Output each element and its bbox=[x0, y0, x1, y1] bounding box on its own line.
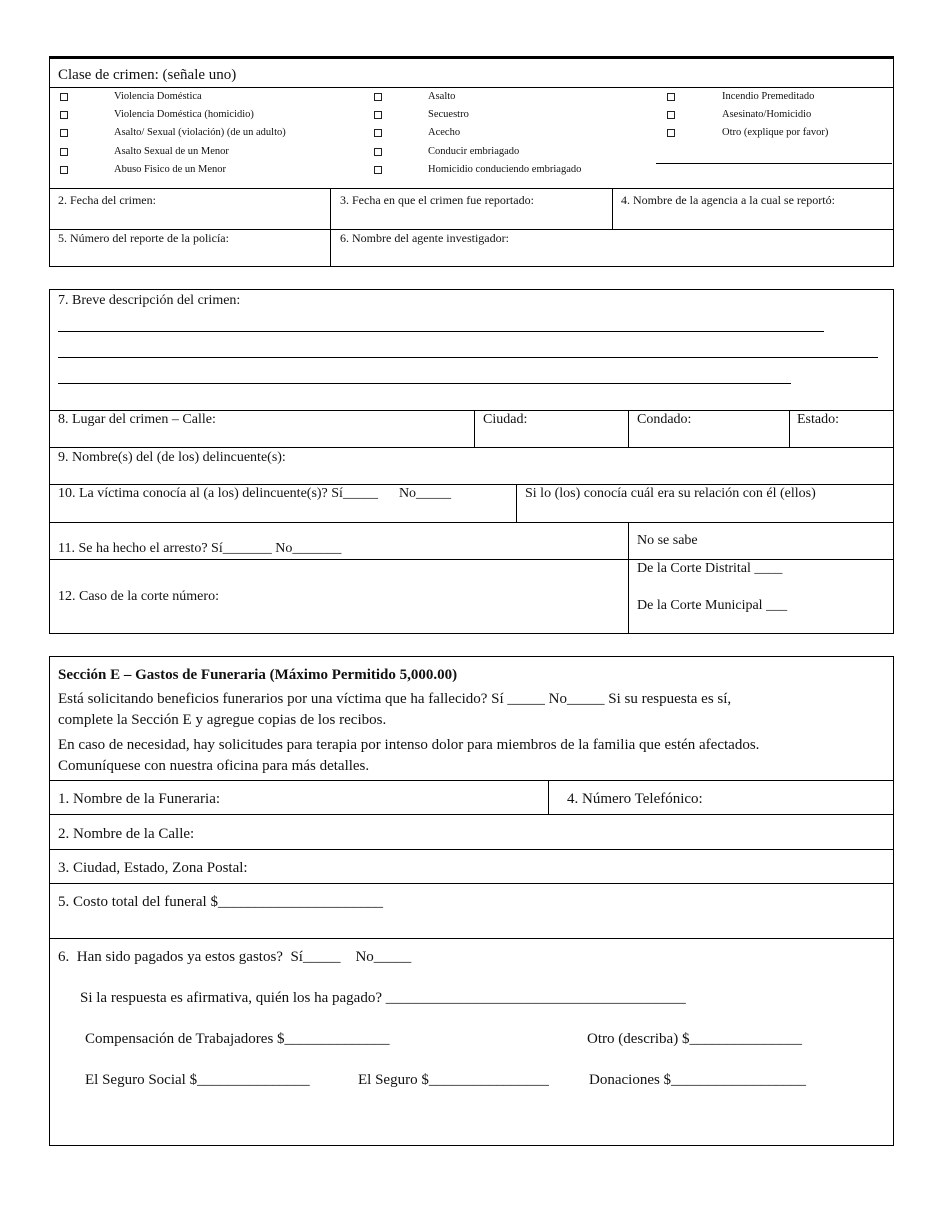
divider bbox=[49, 849, 894, 850]
divider bbox=[49, 484, 894, 485]
section-e-intro-2: complete la Sección E y agregue copias de los recibos. bbox=[58, 712, 387, 728]
location-street-label: 8. Lugar del crimen – Calle: bbox=[58, 412, 216, 427]
unknown-label: No se sabe bbox=[637, 533, 698, 548]
section-e-title bbox=[58, 667, 457, 684]
checkbox[interactable] bbox=[60, 111, 68, 119]
insurance-label: El Seguro $________________ bbox=[358, 1072, 549, 1088]
checkbox[interactable] bbox=[374, 93, 382, 101]
district-court-label: De la Corte Distrital ____ bbox=[637, 561, 783, 576]
social-security-label: El Seguro Social $_______________ bbox=[85, 1072, 310, 1088]
crime-type-title-rule bbox=[49, 87, 894, 88]
crime-option: Conducir embriagado bbox=[428, 146, 520, 157]
divider bbox=[628, 410, 629, 447]
city-label: Ciudad: bbox=[483, 412, 528, 427]
checkbox[interactable] bbox=[374, 129, 382, 137]
paid-label: 6. Han sido pagados ya estos gastos? Sí_____ No_____ bbox=[58, 949, 412, 965]
divider bbox=[49, 780, 894, 781]
divider bbox=[548, 780, 549, 814]
divider bbox=[49, 522, 894, 523]
crime-option: Abuso Fisico de un Menor bbox=[114, 164, 226, 175]
crime-option: Homicidio conduciendo embriagado bbox=[428, 164, 582, 175]
checkbox[interactable] bbox=[667, 111, 675, 119]
divider bbox=[49, 559, 894, 560]
state-label: Estado: bbox=[797, 412, 839, 427]
checkbox[interactable] bbox=[374, 111, 382, 119]
crime-date-label: 2. Fecha del crimen: bbox=[58, 193, 156, 207]
offenders-label: 9. Nombre(s) del (de los) delincuente(s): bbox=[58, 450, 286, 465]
donations-label: Donaciones $__________________ bbox=[589, 1072, 807, 1088]
paid-by-label: Si la respuesta es afirmativa, quién los ha pagado? ________________________________________ bbox=[80, 990, 686, 1006]
knew-offender-label: 10. La víctima conocía al (a los) delincuente(s)? Sí_____ No_____ bbox=[58, 486, 452, 501]
checkbox[interactable] bbox=[374, 166, 382, 174]
section-e-info-1: En caso de necesidad, hay solicitudes para terapia por intenso dolor para miembros de la familia que estén afectados. bbox=[58, 737, 760, 753]
city-state-zip-label: 3. Ciudad, Estado, Zona Postal: bbox=[58, 860, 248, 876]
crime-option: Secuestro bbox=[428, 109, 469, 120]
divider bbox=[474, 410, 475, 447]
checkbox[interactable] bbox=[374, 148, 382, 156]
description-line-2[interactable] bbox=[58, 357, 878, 358]
crime-option: Acecho bbox=[428, 127, 461, 138]
agent-label: 6. Nombre del agente investigador: bbox=[340, 231, 509, 245]
crime-option: Asalto bbox=[428, 91, 456, 102]
agency-label: 4. Nombre de la agencia a la cual se reportó: bbox=[621, 193, 835, 207]
divider bbox=[516, 484, 517, 522]
divider bbox=[49, 938, 894, 939]
divider bbox=[49, 814, 894, 815]
crime-option: Violencia Doméstica bbox=[114, 91, 202, 102]
funeral-home-label: 1. Nombre de la Funeraria: bbox=[58, 791, 221, 807]
relationship-label: Si lo (los) conocía cuál era su relación con él (ellos) bbox=[525, 486, 816, 501]
checkbox[interactable] bbox=[667, 93, 675, 101]
checkbox[interactable] bbox=[667, 129, 675, 137]
divider bbox=[49, 410, 894, 411]
workers-comp-label: Compensación de Trabajadores $______________ bbox=[85, 1031, 390, 1047]
checkbox[interactable] bbox=[60, 148, 68, 156]
crime-option: Violencia Doméstica (homicidio) bbox=[114, 109, 254, 120]
court-case-label: 12. Caso de la corte número: bbox=[58, 589, 219, 604]
total-cost-label: 5. Costo total del funeral $______________________ bbox=[58, 894, 383, 910]
description-label: 7. Breve descripción del crimen: bbox=[58, 293, 241, 308]
municipal-court-label: De la Corte Municipal ___ bbox=[637, 598, 788, 613]
arrest-label: 11. Se ha hecho el arresto? Sí_______ No_______ bbox=[58, 541, 342, 556]
section-e-title-text: Sección E – Gastos de Funeraria (Máximo Permitido 5,000.00) bbox=[58, 667, 458, 683]
other-label: Otro (describa) $_______________ bbox=[587, 1031, 802, 1047]
divider bbox=[49, 447, 894, 448]
crime-option: Otro (explique por favor) bbox=[722, 127, 829, 138]
checkbox[interactable] bbox=[60, 166, 68, 174]
police-report-label: 5. Número del reporte de la policía: bbox=[58, 231, 229, 245]
divider bbox=[628, 522, 629, 634]
crime-type-title: Clase de crimen: (señale uno) bbox=[58, 67, 237, 83]
divider bbox=[330, 188, 331, 267]
phone-label: 4. Número Telefónico: bbox=[567, 791, 703, 807]
crime-type-bottom-rule bbox=[49, 188, 894, 189]
reported-date-label: 3. Fecha en que el crimen fue reportado: bbox=[340, 193, 534, 207]
divider bbox=[49, 229, 894, 230]
crime-option: Incendio Premeditado bbox=[722, 91, 815, 102]
crime-option: Asalto/ Sexual (violación) (de un adulto) bbox=[114, 127, 286, 138]
other-explain-line[interactable] bbox=[656, 163, 892, 164]
crime-option: Asalto Sexual de un Menor bbox=[114, 146, 229, 157]
county-label: Condado: bbox=[637, 412, 692, 427]
checkbox[interactable] bbox=[60, 93, 68, 101]
divider bbox=[789, 410, 790, 447]
divider bbox=[49, 883, 894, 884]
checkbox[interactable] bbox=[60, 129, 68, 137]
section-e-intro-1: Está solicitando beneficios funerarios por una víctima que ha fallecido? Sí _____ No_____ Si su respuesta es sí, bbox=[58, 691, 732, 707]
crime-option: Asesinato/Homicidio bbox=[722, 109, 812, 120]
divider bbox=[612, 188, 613, 229]
description-line-1[interactable] bbox=[58, 331, 824, 332]
section-e-info-2: Comuníquese con nuestra oficina para más detalles. bbox=[58, 758, 370, 774]
street-label: 2. Nombre de la Calle: bbox=[58, 826, 195, 842]
description-line-3[interactable] bbox=[58, 383, 791, 384]
